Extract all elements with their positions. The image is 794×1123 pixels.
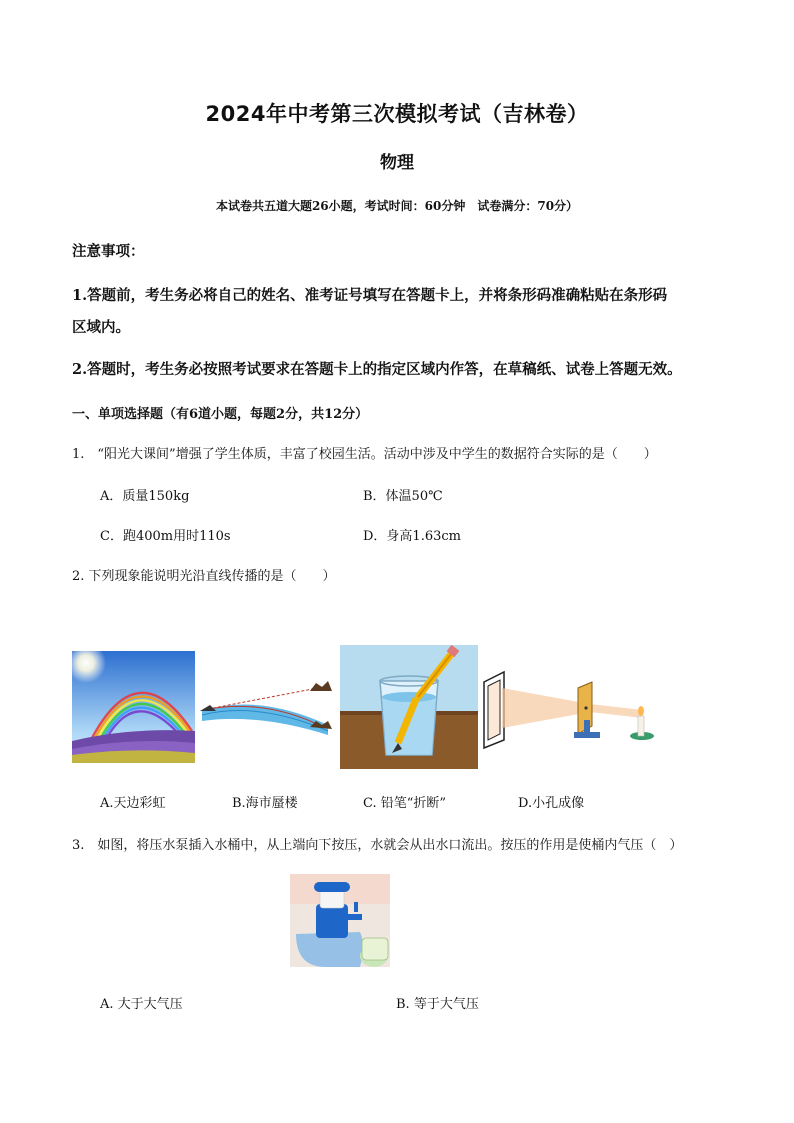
notice-item-1-line-1: 1.答题前，考生务必将自己的姓名、准考证号填写在答题卡上，并将条形码准确粘贴在条形码 bbox=[72, 287, 668, 304]
question-1-stem: 1. “阳光大课间”增强了学生体质，丰富了校园生活。活动中涉及中学生的数据符合实际的是（ ） bbox=[72, 447, 657, 462]
question-3-option-b: B. 等于大气压 bbox=[396, 997, 479, 1012]
question-1-option-b: B．体温50℃ bbox=[363, 489, 443, 504]
question-2-caption-c: C. 铅笔“折断” bbox=[363, 796, 447, 811]
exam-info: 本试卷共五道大题26小题，考试时间：60分钟 试卷满分：70分） bbox=[215, 199, 579, 213]
notice-item-1-line-2: 区域内。 bbox=[72, 319, 130, 336]
question-1-option-d: D．身高1.63cm bbox=[363, 529, 461, 544]
water-pump-image bbox=[290, 874, 390, 967]
exam-title: 2024年中考第三次模拟考试（吉林卷） bbox=[205, 102, 589, 126]
question-2-caption-d: D.小孔成像 bbox=[518, 796, 585, 811]
pinhole-imaging-image bbox=[482, 660, 662, 750]
question-1-option-c: C．跑400m用时110s bbox=[100, 529, 231, 544]
question-2-caption-b: B.海市蜃楼 bbox=[232, 796, 298, 811]
exam-subject: 物理 bbox=[380, 153, 414, 173]
pencil-in-water-image bbox=[340, 645, 478, 769]
question-1-option-a: A．质量150kg bbox=[100, 489, 190, 504]
notice-item-2: 2.答题时，考生务必按照考试要求在答题卡上的指定区域内作答，在草稿纸、试卷上答题无效。 bbox=[72, 361, 682, 378]
question-3-option-a: A. 大于大气压 bbox=[100, 997, 183, 1012]
section-1-heading: 一、单项选择题（有6道小题，每题2分，共12分） bbox=[72, 407, 369, 422]
mirage-image bbox=[198, 673, 338, 743]
question-2-stem: 2. 下列现象能说明光沿直线传播的是（ ） bbox=[72, 569, 336, 584]
question-2-caption-a: A.天边彩虹 bbox=[100, 796, 166, 811]
rainbow-image bbox=[72, 651, 195, 763]
notice-heading: 注意事项： bbox=[72, 243, 145, 260]
question-3-stem: 3. 如图，将压水泵插入水桶中，从上端向下按压，水就会从出水口流出。按压的作用是使桶内气压（ ） bbox=[72, 838, 683, 853]
